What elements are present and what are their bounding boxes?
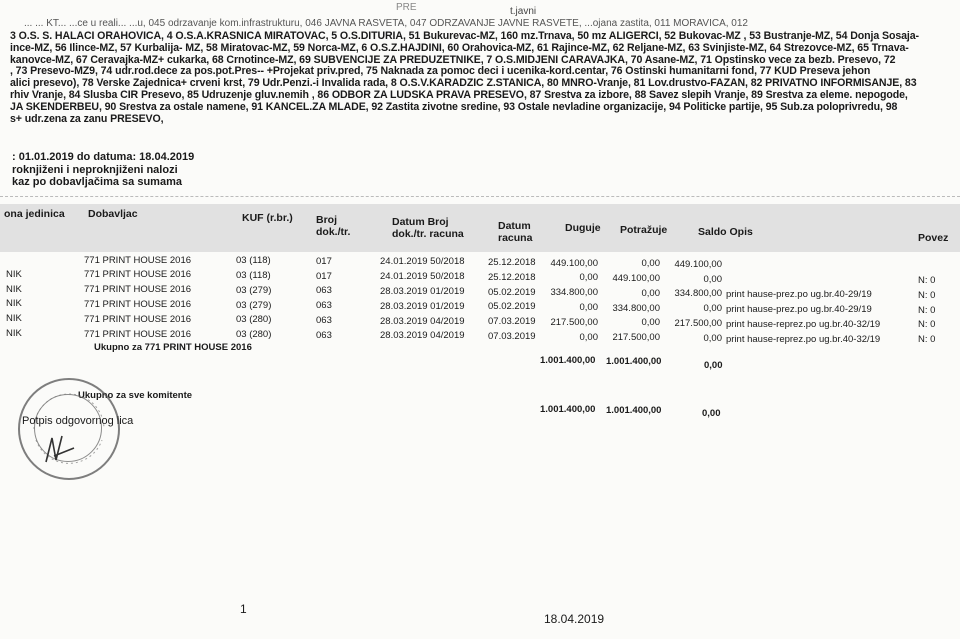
signature-label: Potpis odgovornog lica — [22, 415, 134, 427]
subtotal-credit: 1.001.400,00 — [606, 356, 662, 367]
cell-doc-date: 28.03.2019 04/2019 — [380, 330, 465, 342]
table-row — [0, 313, 960, 331]
cell-saldo: 0,00 — [703, 273, 722, 285]
table-row — [0, 254, 960, 269]
cell-credit: 0,00 — [641, 287, 660, 299]
print-date: 18.04.2019 — [544, 612, 605, 626]
cell-doc: 063 — [316, 300, 332, 312]
col-debit: Duguje — [565, 222, 601, 234]
cell-desc: print hause-reprez.po ug.br.40-32/19 — [726, 333, 881, 345]
filter-line: kanovce-MZ, 67 Ceravajka-MZ+ cukarka, 68 Crnotince-MZ, 69 SUBVENCIJE ZA PREDUZETNIKE, 7 O.S.MIDJENI CARAVAJKA, 70 Asane-MZ, 71 Opstinsko vece za bezb. Presevo, 72 — [10, 54, 896, 66]
cell-doc-date: 28.03.2019 04/2019 — [380, 315, 465, 327]
cell-kuf: 03 (118) — [236, 270, 271, 282]
cell-supplier: 771 PRINT HOUSE 2016 — [84, 254, 192, 266]
cell-debit: 217.500,00 — [550, 316, 598, 328]
cell-desc: print hause-prez.po ug.br.40-29/19 — [726, 303, 872, 315]
cell-povez: N: 0 — [918, 304, 936, 316]
table-row — [0, 298, 960, 316]
report-period — [12, 151, 194, 189]
filter-criteria — [10, 31, 940, 125]
cell-kuf: 03 (280) — [236, 329, 272, 341]
cell-doc-date: 28.03.2019 01/2019 — [380, 286, 465, 298]
col-doc-date: Datum Broj dok./tr. racuna — [392, 216, 464, 240]
cell-desc: print hause-reprez.po ug.br.40-32/19 — [726, 318, 881, 330]
cell-supplier: 771 PRINT HOUSE 2016 — [84, 299, 192, 310]
cell-kuf: 03 (279) — [236, 284, 272, 296]
col-org: ona jedinica — [4, 208, 65, 220]
cell-org: NIK — [6, 298, 22, 310]
cell-kuf: 03 (280) — [236, 314, 272, 326]
cell-doc: 017 — [316, 270, 332, 282]
cell-saldo: 0,00 — [703, 303, 722, 315]
cell-doc: 063 — [316, 329, 332, 341]
cell-inv-date: 07.03.2019 — [488, 331, 536, 343]
table-row — [0, 284, 960, 299]
header-fragment: PRE — [396, 2, 417, 13]
cell-credit: 334.800,00 — [612, 302, 660, 314]
subtotal-saldo: 0,00 — [704, 360, 723, 371]
header-fragment: ... ... KT... ...ce u reali... ...u, 045 odrzavanje kom.infrastrukturu, 046 JAVNA RASVETA, 047 ODRZAVANJE JAVNE RASVETE, ...ojana zastita, 011 MORAVICA, 012 — [24, 18, 748, 29]
table-row — [0, 269, 960, 284]
grand-total-saldo: 0,00 — [702, 408, 721, 419]
report-header-fragments — [0, 2, 960, 29]
page-number: 1 — [240, 602, 247, 616]
cell-doc: 063 — [316, 285, 332, 297]
filter-line: 3 O.S. S. HALACI ORAHOVICA, 4 O.S.A.KRASNICA MIRATOVAC, 5 O.S.DITURIA, 51 Bukurevac-MZ, 160 mz.Trnava, 50 mz ALIGERCI, 52 Bukovac-MZ , 53 Bustranje-MZ, 54 Donja Sosaja- — [10, 31, 919, 42]
cell-doc-date: 24.01.2019 50/2018 — [380, 256, 465, 268]
col-supplier: Dobavljac — [88, 208, 138, 220]
cell-supplier: 771 PRINT HOUSE 2016 — [84, 269, 192, 281]
cell-doc-date: 28.03.2019 01/2019 — [380, 300, 465, 312]
filter-line: ince-MZ, 56 Ilince-MZ, 57 Kurbalija- MZ, 58 Miratovac-MZ, 59 Norca-MZ, 6 O.S.Z.HAJDINI, 60 Orahovica-MZ, 61 Rajince-MZ, 62 Reljane-MZ, 63 Svinjiste-MZ, 64 Strezovce-MZ, 65 Trnava- — [10, 42, 909, 54]
filter-line: rhiv Vranje, 84 Slusba CIR Presevo, 85 Udruzenje gluv.nemih , 86 ODBOR ZA LUDSKA PRAVA PRESEVO, 87 Srestva za izbore, 88 Savez slepih Vranje, 89 Srestva za eleme. nepogode, — [10, 89, 908, 101]
cell-doc-date: 24.01.2019 50/2018 — [380, 271, 465, 283]
filter-line: , 73 Presevo-MZ9, 74 udr.rod.dece za pos.pot.Pres-- +Projekat priv.pred, 75 Naknada za pomoc deci i ucenika-kord.centar, 76 Ostinski humanitarni fond, 77 KUD Preseva jehon — [10, 66, 871, 78]
table-row — [0, 328, 960, 346]
cell-povez: N: 0 — [918, 334, 936, 346]
cell-org: NIK — [6, 313, 22, 325]
grand-total-credit: 1.001.400,00 — [606, 405, 662, 416]
col-credit: Potražuje — [620, 224, 668, 236]
col-povez: Povez — [918, 232, 949, 244]
cell-doc: 017 — [316, 255, 332, 267]
cell-kuf: 03 (279) — [236, 299, 272, 311]
report-subtitle: roknjiženi i neproknjiženi nalozi — [12, 163, 178, 176]
cell-debit: 0,00 — [579, 331, 598, 343]
cell-credit: 0,00 — [641, 317, 660, 329]
filter-line: alici presevo), 78 Verske Zajednica+ crveni krst, 79 Udr.Penzi.-i Invalida rada, 8 O.S.V.KARADZIC Z.STANICA, 80 MNRO-Vranje, 81 Lov.drustvo-FAZAN, 82 PRIVATNO INFORMISANJE, 83 — [10, 78, 917, 90]
col-doc-no: Broj dok./tr. — [316, 214, 351, 238]
cell-saldo: 334.800,00 — [674, 288, 722, 300]
cell-org: NIK — [6, 328, 22, 339]
cell-inv-date: 25.12.2018 — [488, 257, 536, 269]
cell-inv-date: 05.02.2019 — [488, 301, 536, 313]
table-header — [0, 204, 960, 252]
cell-kuf: 03 (118) — [236, 255, 271, 267]
date-range: : 01.01.2019 do datuma: 18.04.2019 — [12, 151, 195, 163]
cell-doc: 063 — [316, 315, 332, 327]
cell-inv-date: 07.03.2019 — [488, 316, 536, 328]
header-fragment: t.javni — [510, 6, 537, 17]
cell-supplier: 771 PRINT HOUSE 2016 — [84, 284, 192, 296]
cell-saldo: 449.100,00 — [674, 258, 722, 270]
filter-line: s+ udr.zena za zanu PRESEVO, — [10, 113, 164, 125]
cell-supplier: 771 PRINT HOUSE 2016 — [84, 328, 192, 340]
cell-inv-date: 05.02.2019 — [488, 286, 536, 298]
cell-debit: 0,00 — [579, 302, 598, 314]
cell-org: NIK — [6, 283, 22, 295]
signature-icon — [40, 430, 80, 470]
cell-debit: 334.800,00 — [550, 287, 598, 299]
cell-saldo: 217.500,00 — [674, 318, 722, 330]
cell-debit: 0,00 — [579, 272, 598, 284]
cell-org: NIK — [6, 268, 22, 280]
subtotal-debit: 1.001.400,00 — [540, 355, 596, 366]
cell-povez: N: 0 — [918, 274, 936, 286]
cell-credit: 449.100,00 — [612, 273, 660, 285]
cell-povez: N: 0 — [918, 319, 936, 331]
cell-debit: 449.100,00 — [550, 257, 598, 269]
cell-inv-date: 25.12.2018 — [488, 271, 536, 283]
col-invoice-date: Datum racuna — [498, 220, 533, 244]
cell-supplier: 771 PRINT HOUSE 2016 — [84, 313, 192, 325]
grand-total-debit: 1.001.400,00 — [540, 404, 596, 415]
report-subtitle: kaz po dobavljačima sa sumama — [12, 176, 182, 188]
col-saldo-opis: Saldo Opis — [698, 226, 753, 238]
cell-saldo: 0,00 — [703, 332, 722, 344]
cell-povez: N: 0 — [918, 289, 936, 301]
filter-line: JA SKENDERBEU, 90 Srestva za ostale namene, 91 KANCEL.ZA MLADE, 92 Zastita zivotne sredine, 93 Ostale nevladine organizacije, 94 Politicke partije, 95 Sub.za poloprivredu, 98 — [10, 101, 898, 113]
divider — [0, 196, 960, 197]
cell-credit: 217.500,00 — [612, 332, 660, 344]
cell-desc: print hause-prez.po ug.br.40-29/19 — [726, 289, 872, 301]
grand-total-label: Ukupno za sve komitente — [78, 390, 193, 401]
subtotal-label: Ukupno za 771 PRINT HOUSE 2016 — [94, 342, 252, 353]
cell-credit: 0,00 — [641, 258, 660, 270]
col-kuf: KUF (r.br.) — [242, 212, 293, 224]
